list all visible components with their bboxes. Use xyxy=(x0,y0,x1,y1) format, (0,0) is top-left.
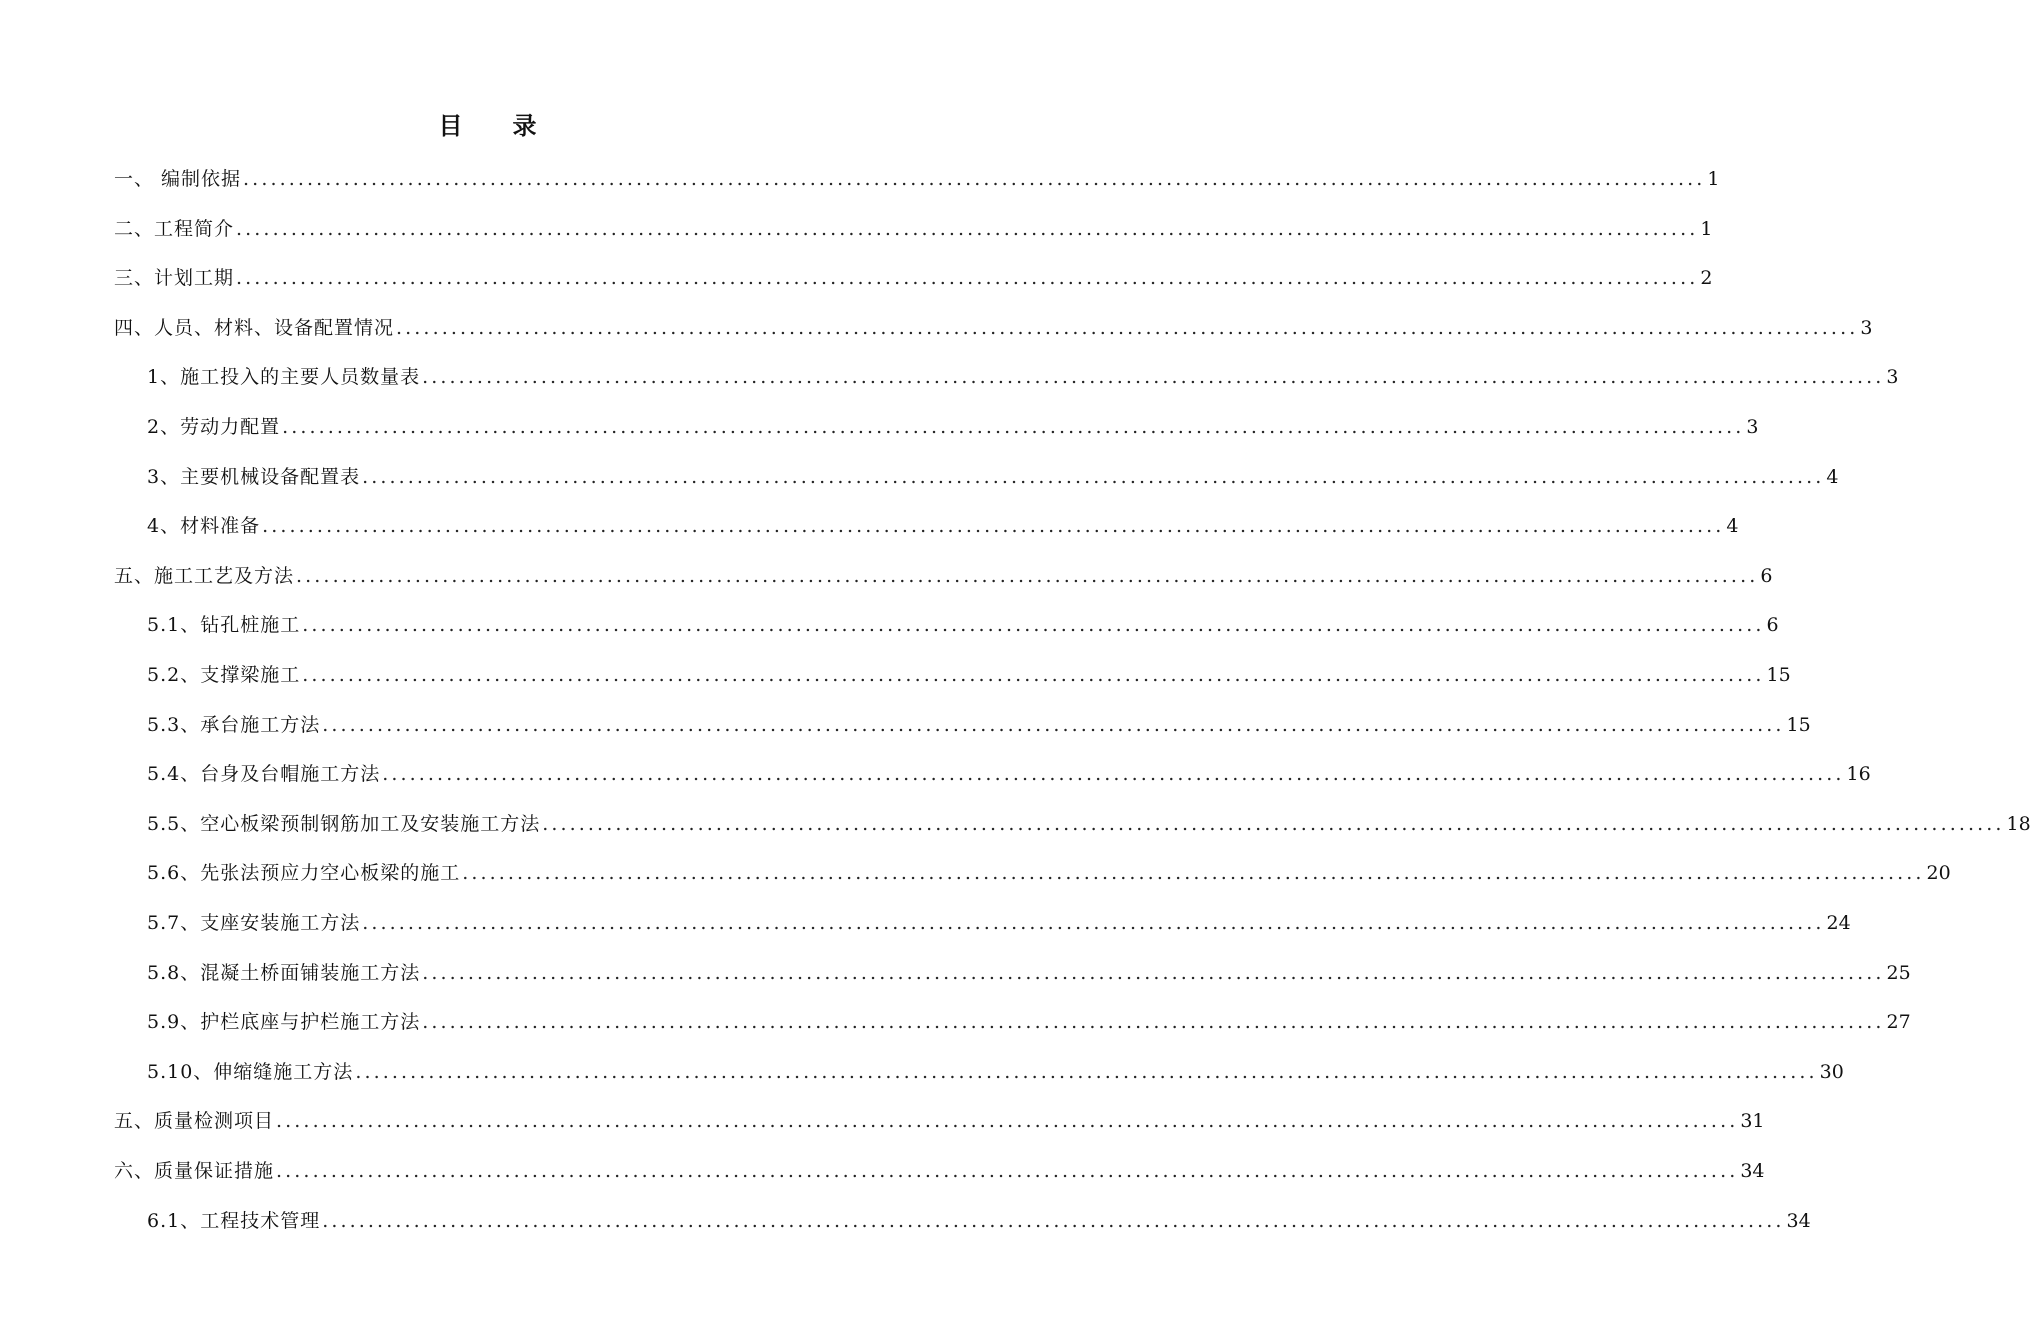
toc-entry-page: 15 xyxy=(1786,713,1811,736)
toc-entry[interactable] xyxy=(0,650,1791,700)
toc-leader: ................................................................................................................................................................ xyxy=(382,763,1845,786)
toc-leader: ................................................................................................................................................................ xyxy=(362,465,1825,488)
toc-title-left: 目 xyxy=(438,111,463,140)
toc-entry-label: 3、主要机械设备配置表 xyxy=(147,465,361,488)
toc-entry-page: 4 xyxy=(1826,465,1839,488)
toc-entry-label: 5.9、护栏底座与护栏施工方法 xyxy=(147,1011,421,1034)
toc-entry-page: 3 xyxy=(1746,416,1759,438)
toc-entry-page: 15 xyxy=(1766,664,1791,686)
toc-entry-page: 1 xyxy=(1700,217,1713,240)
toc-entry-page: 27 xyxy=(1886,1011,1911,1034)
toc-entry[interactable] xyxy=(0,848,1951,898)
toc-leader: ................................................................................................................................................................ xyxy=(282,416,1745,438)
toc-entry-label: 5.10、伸缩缝施工方法 xyxy=(147,1060,354,1083)
toc-entry-page: 20 xyxy=(1926,862,1951,885)
toc-entry-label: 五、施工工艺及方法 xyxy=(114,564,295,587)
toc-entry-page: 16 xyxy=(1846,763,1871,786)
toc-entry[interactable] xyxy=(0,303,1873,353)
toc-leader: ................................................................................................................................................................ xyxy=(422,961,1885,984)
toc-entry[interactable] xyxy=(0,600,1779,650)
toc-entry-label: 5.5、空心板梁预制钢筋加工及安装施工方法 xyxy=(147,812,541,835)
toc-entry-page: 30 xyxy=(1819,1060,1844,1083)
toc-entry[interactable] xyxy=(0,749,1871,799)
toc-entry[interactable] xyxy=(0,402,1759,452)
toc-leader: ................................................................................................................................................................ xyxy=(302,614,1765,637)
toc-leader: ................................................................................................................................................................ xyxy=(462,862,1925,885)
toc-leader: ................................................................................................................................................................ xyxy=(276,1110,1739,1133)
toc-entry-label: 5.2、支撑梁施工 xyxy=(147,664,301,686)
toc-leader: ................................................................................................................................................................ xyxy=(542,812,2005,835)
toc-entry-page: 24 xyxy=(1826,912,1851,934)
toc-leader: ................................................................................................................................................................ xyxy=(396,316,1859,339)
toc-entry-label: 六、质量保证措施 xyxy=(114,1160,275,1182)
toc-entry-label: 二、工程简介 xyxy=(114,217,235,240)
toc-entry[interactable] xyxy=(0,948,1911,998)
toc-entry[interactable] xyxy=(0,898,1851,948)
toc-entry-page: 2 xyxy=(1700,267,1713,290)
toc-leader: ................................................................................................................................................................ xyxy=(322,713,1785,736)
toc-entry-page: 3 xyxy=(1886,366,1899,389)
toc-leader: ................................................................................................................................................................ xyxy=(236,217,1699,240)
toc-entry-label: 5.7、支座安装施工方法 xyxy=(147,912,361,934)
toc-entry[interactable] xyxy=(0,501,1739,551)
toc-entry-label: 四、人员、材料、设备配置情况 xyxy=(114,316,395,339)
toc-leader: ................................................................................................................................................................ xyxy=(422,366,1885,389)
toc-entry[interactable] xyxy=(0,1096,1765,1146)
toc-entry-label: 三、计划工期 xyxy=(114,267,235,290)
toc-entry-label: 5.1、钻孔桩施工 xyxy=(147,614,301,637)
toc-entry[interactable] xyxy=(0,452,1839,502)
toc-entry[interactable] xyxy=(0,1146,1765,1196)
toc-leader: ................................................................................................................................................................ xyxy=(422,1011,1885,1034)
toc-entry-page: 3 xyxy=(1860,316,1873,339)
toc-entry[interactable] xyxy=(0,154,1720,204)
toc-entry[interactable] xyxy=(0,799,2031,849)
toc-leader: ................................................................................................................................................................ xyxy=(262,515,1725,538)
toc-entry[interactable] xyxy=(0,1047,1844,1097)
toc-leader: ................................................................................................................................................................ xyxy=(296,564,1759,587)
toc-entry-page: 4 xyxy=(1726,515,1739,538)
toc-leader: ................................................................................................................................................................ xyxy=(236,267,1699,290)
toc-leader: ................................................................................................................................................................ xyxy=(362,912,1825,934)
toc-entry-page: 31 xyxy=(1740,1110,1765,1133)
toc-entry[interactable] xyxy=(0,204,1713,254)
toc-entry-page: 34 xyxy=(1786,1209,1811,1232)
toc-leader: ................................................................................................................................................................ xyxy=(243,168,1706,190)
toc-title-right: 录 xyxy=(512,111,537,140)
toc-leader: ................................................................................................................................................................ xyxy=(276,1160,1739,1182)
toc-entry-label: 2、劳动力配置 xyxy=(147,416,281,438)
toc-entry-label: 五、质量检测项目 xyxy=(114,1110,275,1133)
toc-title xyxy=(0,108,975,144)
toc-entry-label: 一、 编制依据 xyxy=(114,168,242,190)
toc-entry[interactable] xyxy=(0,352,1899,402)
toc-entry-label: 6.1、工程技术管理 xyxy=(147,1209,321,1232)
toc-entry-page: 6 xyxy=(1766,614,1779,637)
toc-entry[interactable] xyxy=(0,997,1911,1047)
toc-entry-label: 5.8、混凝土桥面铺装施工方法 xyxy=(147,961,421,984)
toc-leader: ................................................................................................................................................................ xyxy=(322,1209,1785,1232)
toc-entry-page: 6 xyxy=(1760,564,1773,587)
toc-leader: ................................................................................................................................................................ xyxy=(355,1060,1818,1083)
toc-entry-label: 5.4、台身及台帽施工方法 xyxy=(147,763,381,786)
toc-entry[interactable] xyxy=(0,253,1713,303)
toc-entry-label: 5.3、承台施工方法 xyxy=(147,713,321,736)
toc-entry-page: 1 xyxy=(1707,168,1720,190)
toc-entry-label: 4、材料准备 xyxy=(147,515,261,538)
toc-entry-page: 34 xyxy=(1740,1160,1765,1182)
toc-entry-label: 1、施工投入的主要人员数量表 xyxy=(147,366,421,389)
toc-entry[interactable] xyxy=(0,700,1811,750)
toc-entry-page: 18 xyxy=(2006,812,2031,835)
toc-entry[interactable] xyxy=(0,1196,1811,1246)
toc-entry-label: 5.6、先张法预应力空心板梁的施工 xyxy=(147,862,461,885)
toc-leader: ................................................................................................................................................................ xyxy=(302,664,1765,686)
toc-entry[interactable] xyxy=(0,551,1773,601)
toc-entry-page: 25 xyxy=(1886,961,1911,984)
